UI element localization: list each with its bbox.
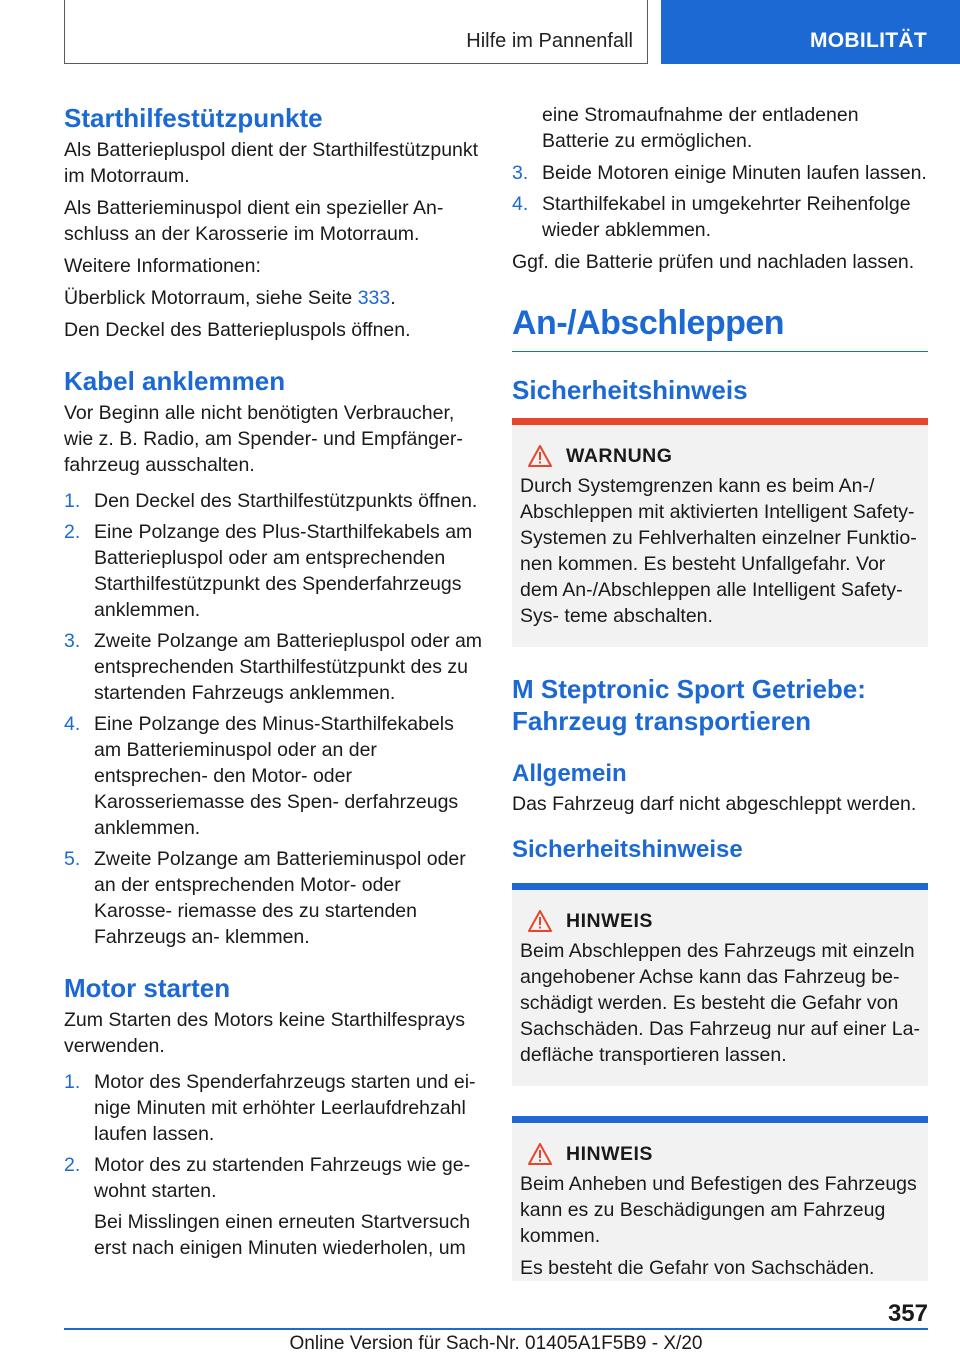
paragraph: Zum Starten des Motors keine Starthilfesprays verwenden. — [64, 1009, 465, 1057]
notice-title: HINWEIS — [566, 1143, 653, 1165]
heading-starthilfestuetzpunkte: Starthilfestützpunkte — [64, 103, 323, 133]
page-link-333[interactable]: 333 — [357, 287, 391, 309]
notice-text: Beim Abschleppen des Fahrzeugs mit einzeln angehobener Achse kann das Fahrzeug be- schädigt werden. Es besteht die Gefahr von Sachschäden. Das Fahrzeug nur auf einer La- defläche transportieren lassen. — [520, 940, 920, 1066]
steps-kabel-list — [64, 488, 484, 950]
heading-motor-starten: Motor starten — [64, 973, 231, 1003]
warning-text: Durch Systemgrenzen kann es beim An-/ Abschleppen mit aktivierten Intelligent Safety- Systemen zu Fehlverhalten einzelner Funktio- nen kommen. Es besteht Unfallgefahr. Vor dem An-/Abschleppen alle Intelligent Safety-Sys- teme abschalten. — [520, 475, 917, 627]
warning-title: WARNUNG — [566, 445, 673, 467]
chapter-tab — [661, 0, 960, 64]
paragraph: Ggf. die Batterie prüfen und nachladen lassen. — [512, 251, 915, 273]
list-item: 4. Eine Polzange des Minus-Starthilfekabels am Batterieminuspol oder an der entsprechen- den Motor- oder Karosseriemasse des Spen- derfahrzeugs anklemmen. — [64, 713, 459, 839]
paragraph: Vor Beginn alle nicht benötigten Verbraucher, wie z. B. Radio, am Spender- und Empfänger- fahrzeug ausschalten. — [64, 402, 463, 476]
right-column — [512, 102, 928, 1281]
warning-triangle-icon — [528, 1143, 552, 1165]
section-header — [64, 0, 648, 64]
paragraph: Den Deckel des Batteriepluspols öffnen. — [64, 319, 411, 341]
warning-triangle-icon — [528, 910, 552, 932]
list-item: 2. Motor des zu startenden Fahrzeugs wie ge- wohnt starten. Bei Misslingen einen erneuten Startversuch erst nach einigen Minuten wiederholen, um — [64, 1152, 484, 1261]
steps-motor-list-continued — [512, 102, 928, 243]
notice-box — [512, 1116, 928, 1281]
paragraph: Das Fahrzeug darf nicht abgeschleppt werden. — [512, 793, 917, 815]
list-item: 4. Starthilfekabel in umgekehrter Reihenfolge wieder abklemmen. — [512, 193, 911, 241]
notice-title: HINWEIS — [566, 910, 653, 932]
warning-box — [512, 418, 928, 647]
heading-kabel-anklemmen: Kabel anklemmen — [64, 366, 286, 396]
left-column — [64, 102, 484, 1267]
list-item-continuation: Bei Misslingen einen erneuten Startversuch erst nach einigen Minuten wiederholen, um — [94, 1211, 471, 1259]
notice-text: Es besteht die Gefahr von Sachschäden. — [520, 1257, 875, 1279]
list-item: 3. Zweite Polzange am Batteriepluspol oder am entsprechenden Starthilfestützpunkt des zu startenden Fahrzeugs anklemmen. — [64, 630, 483, 704]
list-item: 1. Den Deckel des Starthilfestützpunkts öffnen. — [64, 490, 478, 512]
list-item-continuation: eine Stromaufnahme der entladenen Batterie zu ermöglichen. — [542, 104, 859, 152]
page-number: 357 — [887, 1300, 928, 1327]
list-item: 5. Zweite Polzange am Batterieminuspol oder an der entsprechenden Motor- oder Karosse- riemasse des zu startenden Fahrzeugs an- klemmen. — [64, 848, 466, 948]
paragraph: Als Batterieminuspol dient ein spezieller An- schluss an der Karosserie im Motorraum. — [64, 197, 444, 245]
heading-an-abschleppen: An-/Abschleppen — [512, 303, 928, 352]
warning-bar — [512, 418, 928, 425]
heading-sicherheitshinweis: Sicherheitshinweis — [512, 375, 748, 405]
heading-allgemein: Allgemein — [512, 760, 627, 787]
warning-triangle-icon — [528, 445, 552, 467]
steps-motor-list — [64, 1069, 484, 1261]
list-item: 2. Eine Polzange des Plus-Starthilfekabels am Batteriepluspol oder am entsprechenden Starthilfestützpunkt des Spenderfahrzeugs anklemmen. — [64, 521, 473, 621]
notice-bar — [512, 883, 928, 890]
paragraph: Als Batteriepluspol dient der Starthilfestützpunkt im Motorraum. — [64, 139, 479, 187]
notice-bar — [512, 1116, 928, 1123]
paragraph: Weitere Informationen: — [64, 255, 261, 277]
chapter-title: MOBILITÄT — [809, 29, 927, 52]
notice-text: Beim Anheben und Befestigen des Fahrzeugs kann es zu Beschädigungen am Fahrzeug kommen. — [520, 1173, 917, 1247]
footer-divider — [64, 1328, 928, 1330]
list-item: 3. Beide Motoren einige Minuten laufen lassen. — [512, 162, 927, 184]
footer-version: Online Version für Sach-Nr. 01405A1F5B9 - X/20 — [289, 1333, 703, 1354]
section-title: Hilfe im Pannenfall — [466, 30, 633, 52]
heading-steptronic: M Steptronic Sport Getriebe: Fahrzeug transportieren — [512, 674, 866, 736]
list-item: 1. Motor des Spenderfahrzeugs starten und ei- nige Minuten mit erhöhter Leerlaufdrehzahl laufen lassen. — [64, 1071, 476, 1145]
paragraph-reference: Überblick Motorraum, siehe Seite 333. — [64, 287, 396, 309]
heading-sicherheitshinweise: Sicherheitshinweise — [512, 836, 743, 863]
notice-box — [512, 883, 928, 1086]
